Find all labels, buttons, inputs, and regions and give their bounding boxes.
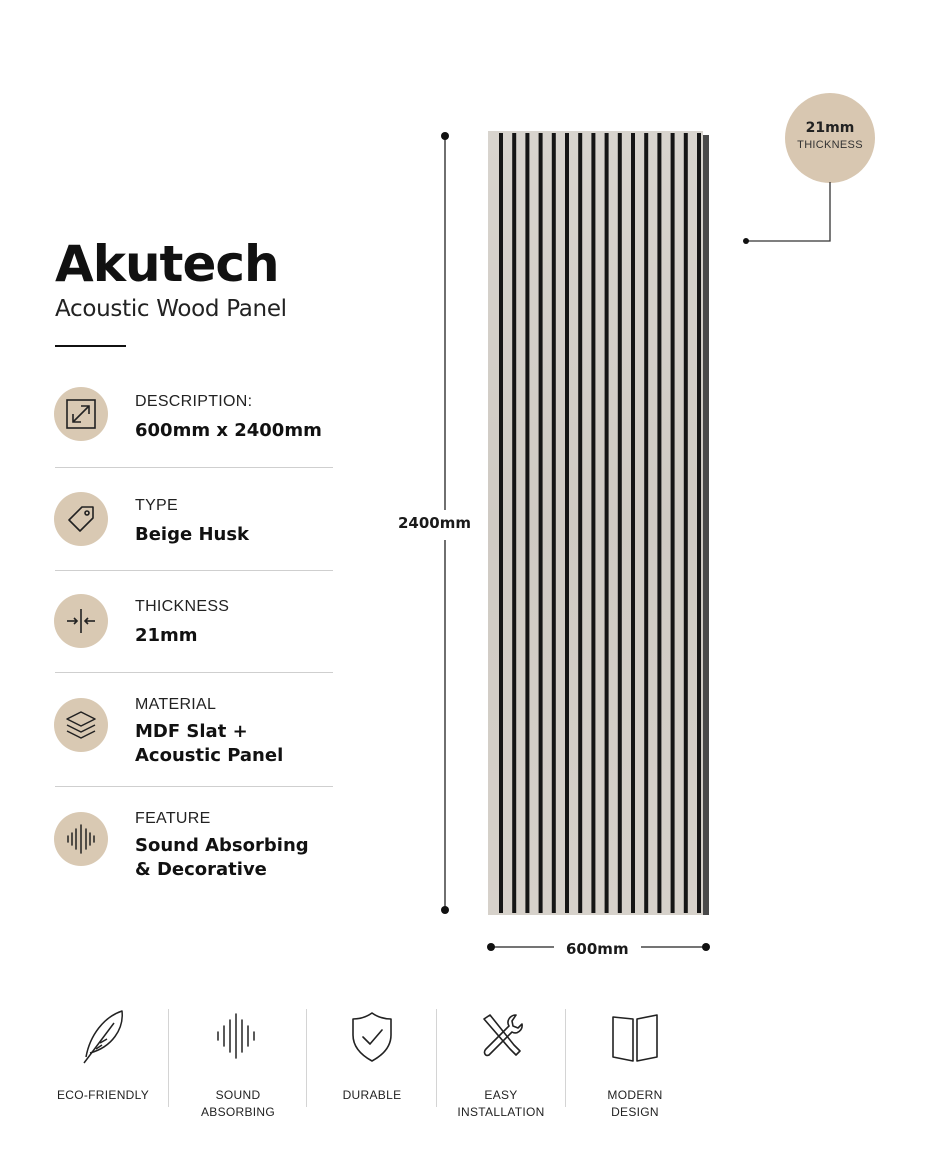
slat-gap [618, 133, 622, 913]
spec-value: 600mm x 2400mm [135, 420, 322, 441]
leaf-icon [76, 1005, 130, 1067]
spec-type [54, 492, 334, 552]
slat-gap [671, 133, 675, 913]
feature-label: ECO-FRIENDLY [56, 1088, 150, 1102]
feature-label: EASY INSTALLATION [457, 1088, 545, 1119]
slat-gap [605, 133, 609, 913]
slat-gap [565, 133, 569, 913]
slat-gap [539, 133, 543, 913]
slat-gap [512, 133, 516, 913]
slat-gap [525, 133, 529, 913]
spec-label: THICKNESS [135, 598, 230, 615]
spec-divider [55, 786, 333, 787]
spec-description [54, 387, 334, 447]
shield-check-icon [345, 1005, 399, 1067]
feature-label: DURABLE [342, 1088, 402, 1102]
spec-material [54, 694, 334, 774]
spec-value-line-1: Sound Absorbing [135, 835, 309, 856]
height-dimension-label: 2400mm [398, 514, 472, 532]
feature-label: SOUND ABSORBING [200, 1088, 276, 1119]
resize-arrows-icon [54, 387, 108, 441]
thickness-badge [785, 93, 875, 183]
acoustic-panel-image [488, 131, 709, 915]
feature-divider [306, 1009, 307, 1107]
feature-divider [436, 1009, 437, 1107]
feature-easy-installation [441, 1005, 561, 1121]
thickness-badge-label: THICKNESS [797, 139, 863, 151]
slat-gap [499, 133, 503, 913]
slat-gap [657, 133, 661, 913]
spec-label: DESCRIPTION: [135, 393, 253, 410]
width-dimension-label: 600mm [566, 940, 629, 958]
thickness-arrows-icon [54, 594, 108, 648]
slat-gap [631, 133, 635, 913]
sound-wave-icon [54, 812, 108, 866]
layers-icon [54, 698, 108, 752]
product-subtitle: Acoustic Wood Panel [55, 296, 287, 322]
spec-divider [55, 467, 333, 468]
tools-icon [474, 1005, 528, 1067]
spec-label: MATERIAL [135, 696, 217, 713]
spec-value-line-2: & Decorative [135, 859, 267, 880]
spec-value-line-1: MDF Slat + [135, 721, 248, 742]
panel-design-icon [608, 1005, 662, 1067]
slat-gap [644, 133, 648, 913]
spec-value: 21mm [135, 625, 198, 646]
feature-label: MODERN DESIGN [607, 1088, 663, 1119]
sound-wave-icon [211, 1005, 265, 1067]
spec-value-line-2: Acoustic Panel [135, 745, 284, 766]
spec-label: TYPE [135, 497, 178, 514]
spec-value: Beige Husk [135, 524, 250, 545]
title-divider [55, 345, 126, 347]
thickness-callout-line [740, 182, 835, 246]
feature-modern-design [575, 1005, 695, 1121]
spec-divider [55, 672, 333, 673]
feature-eco-friendly [43, 1005, 163, 1104]
spec-feature [54, 808, 334, 888]
feature-divider [168, 1009, 169, 1107]
feature-row [0, 1005, 928, 1119]
spec-divider [55, 570, 333, 571]
slat-gap [684, 133, 688, 913]
slat-gap [697, 133, 701, 913]
slat-gap [552, 133, 556, 913]
tag-icon [54, 492, 108, 546]
feature-divider [565, 1009, 566, 1107]
feature-sound-absorbing [178, 1005, 298, 1121]
brand-title: Akutech [55, 235, 279, 293]
spec-label: FEATURE [135, 810, 211, 827]
slat-gap [591, 133, 595, 913]
feature-durable [312, 1005, 432, 1104]
slat-gap [578, 133, 582, 913]
spec-thickness [54, 593, 334, 653]
thickness-badge-value: 21mm [805, 120, 855, 136]
